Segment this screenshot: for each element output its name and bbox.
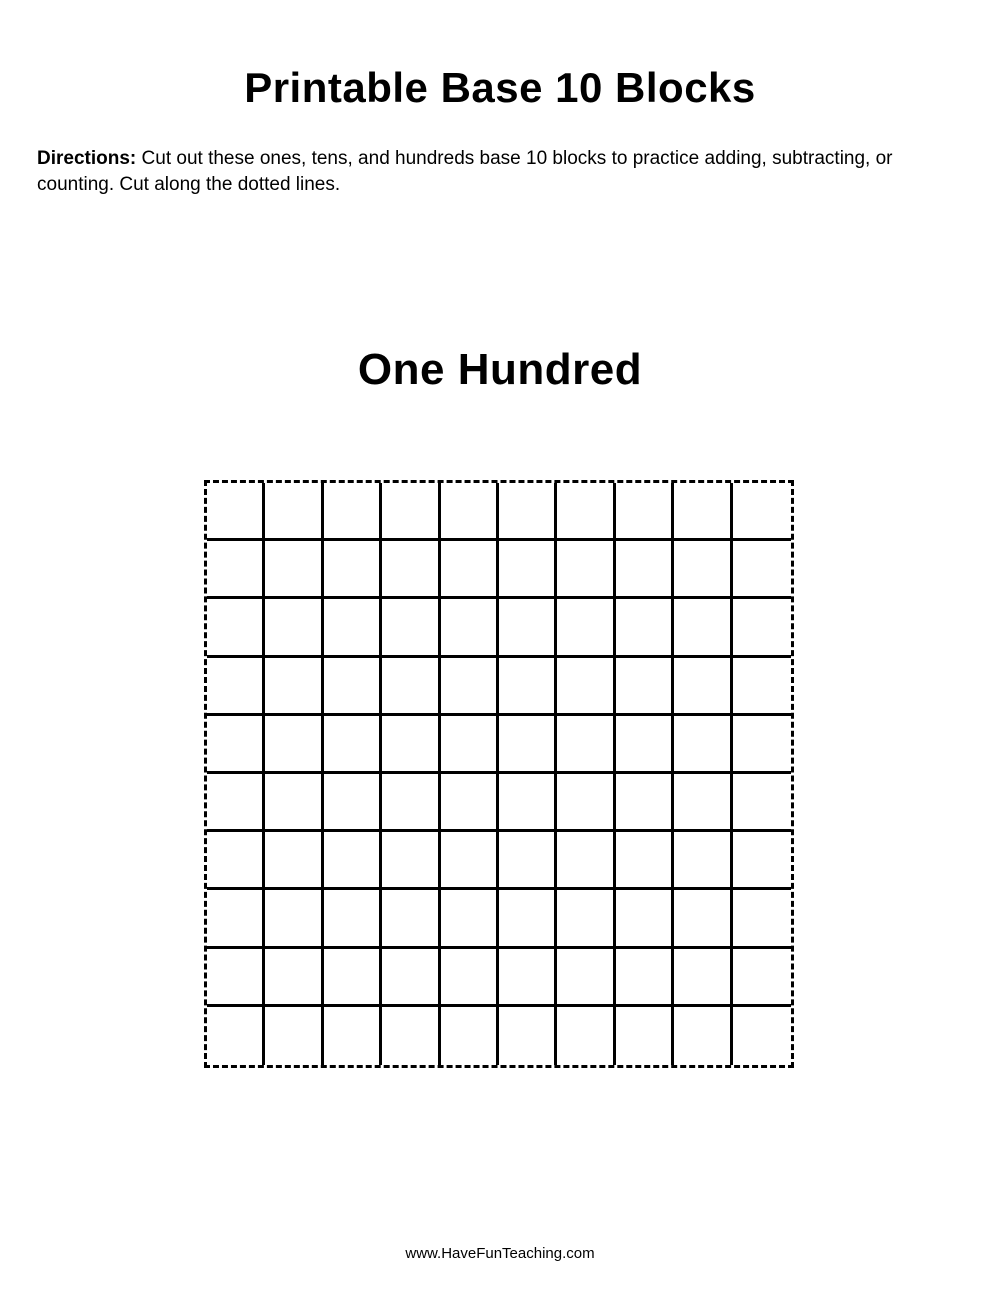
grid-cell [441,949,499,1007]
grid-cell [207,599,265,657]
grid-cell [616,949,674,1007]
grid-cell [324,890,382,948]
grid-cell [616,1007,674,1065]
grid-cell [733,716,791,774]
grid-cell [382,890,440,948]
grid-cell [616,483,674,541]
hundreds-block-grid [204,480,794,1068]
grid-cell [207,890,265,948]
grid-cell [499,890,557,948]
grid-cell [733,541,791,599]
grid-cell [674,658,732,716]
grid-cell [616,890,674,948]
grid-cell [324,599,382,657]
grid-cell [674,541,732,599]
grid-cell [616,774,674,832]
grid-cell [265,541,323,599]
grid-cell [733,483,791,541]
grid-cell [441,890,499,948]
grid-cell [441,1007,499,1065]
grid-cell [382,599,440,657]
grid-cell [733,774,791,832]
grid-cell [557,658,615,716]
grid-cell [207,832,265,890]
grid-cell [265,890,323,948]
grid-cell [207,949,265,1007]
directions-label: Directions: [37,148,137,169]
grid-cell [324,832,382,890]
grid-cell [265,774,323,832]
grid-cell [557,541,615,599]
grid-cell [382,774,440,832]
grid-cell [499,949,557,1007]
grid-cell [265,483,323,541]
grid-cell [207,483,265,541]
grid-cell [616,599,674,657]
grid-cell [382,716,440,774]
grid-cell [557,832,615,890]
grid-cell [499,658,557,716]
grid-cell [207,1007,265,1065]
grid-cell [207,774,265,832]
grid-cell [499,483,557,541]
directions-text: Cut out these ones, tens, and hundreds base 10 blocks to practice adding, subtracting, or counting. Cut along the dotted lines. [37,148,893,195]
grid-cell [557,890,615,948]
grid-cell [499,541,557,599]
grid-cell [265,832,323,890]
grid-cell [265,716,323,774]
grid-cell [733,832,791,890]
grid-cell [441,658,499,716]
grid-cell [382,949,440,1007]
grid-cell [557,483,615,541]
grid-cell [324,658,382,716]
grid-cell [499,774,557,832]
directions [37,146,949,198]
grid-cell [557,716,615,774]
grid-cell [557,599,615,657]
page-title: Printable Base 10 Blocks [244,64,756,111]
grid-cell [499,599,557,657]
grid-cell [324,541,382,599]
grid-cell [441,832,499,890]
grid-cell [441,483,499,541]
grid-cell [441,716,499,774]
grid-cell [557,774,615,832]
grid-cell [733,599,791,657]
footer-url: www.HaveFunTeaching.com [405,1245,595,1262]
grid-cell [441,599,499,657]
grid-cell [616,541,674,599]
grid-cell [207,541,265,599]
grid-cell [674,949,732,1007]
grid-cell [324,949,382,1007]
grid-cell [324,716,382,774]
grid-cell [674,832,732,890]
grid-cell [265,1007,323,1065]
grid-cell [557,949,615,1007]
grid-cell [674,890,732,948]
grid-cell [733,658,791,716]
grid-cell [382,658,440,716]
grid-cell [674,483,732,541]
grid-cell [733,1007,791,1065]
grid-cell [441,774,499,832]
grid-cell [499,832,557,890]
grid-cell [557,1007,615,1065]
grid-cell [674,716,732,774]
grid-cell [499,716,557,774]
grid-cell [616,658,674,716]
grid-cell [324,483,382,541]
grid-cell [733,890,791,948]
section-heading-one-hundred: One Hundred [357,345,643,394]
grid-cell [733,949,791,1007]
grid-cell [674,599,732,657]
grid-cell [207,716,265,774]
grid-cell [324,1007,382,1065]
grid-cell [265,658,323,716]
grid-cell [382,832,440,890]
grid-cell [265,949,323,1007]
grid-cell [616,832,674,890]
grid-cell [674,1007,732,1065]
grid-cell [616,716,674,774]
grid-cell [674,774,732,832]
grid-cell [207,658,265,716]
grid-cell [382,541,440,599]
grid-cell [265,599,323,657]
grid-cell [382,483,440,541]
grid-cell [382,1007,440,1065]
grid-cell [441,541,499,599]
grid-cell [324,774,382,832]
grid-cell [499,1007,557,1065]
